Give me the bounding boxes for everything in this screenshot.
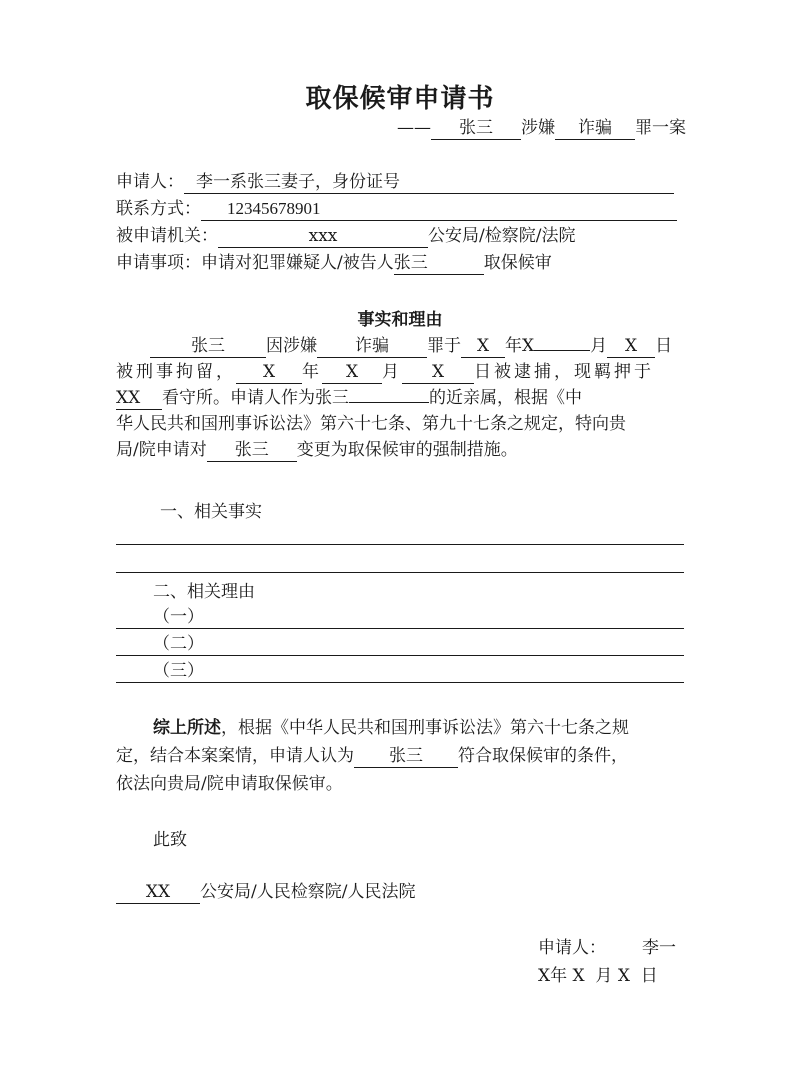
para1-text: 变更为取保候审的强制措施。: [296, 440, 518, 460]
salutation: 此致: [153, 830, 187, 850]
signature-row: [538, 936, 676, 960]
respondent-suffix: 公安局/检察院/法院: [428, 226, 576, 246]
para1-name: 张三: [150, 335, 266, 358]
conclusion-name: 张三: [354, 745, 458, 768]
para1-day: X: [607, 335, 655, 358]
para1-text: 局/院申请对: [116, 440, 207, 460]
para1-text: 被刑事拘留，: [116, 362, 236, 382]
facts-heading: 事实和理由: [357, 310, 443, 330]
contact-label: 联系方式：: [116, 199, 201, 219]
matter-row: [116, 251, 552, 275]
addressee-name: XX: [116, 881, 200, 904]
applicant-label: 申请人：: [116, 172, 184, 192]
section1-heading: 一、相关事实: [160, 502, 262, 522]
para1-text: 年: [302, 362, 322, 382]
conclusion-line2: [116, 744, 628, 768]
applicant-row: [116, 170, 674, 194]
para1-year2: X: [236, 361, 302, 384]
para1-text: 月: [590, 336, 608, 356]
contact-value: 12345678901: [201, 198, 677, 221]
reason-line: [116, 682, 684, 683]
signature-label: 申请人：: [538, 938, 606, 958]
para1-line5: [116, 438, 518, 462]
para1-text: 日: [655, 336, 673, 356]
reason-item: （二）: [153, 634, 204, 654]
para1-year: X: [461, 335, 505, 358]
para1-text: 月: [382, 362, 402, 382]
reason-item: （三）: [153, 661, 204, 681]
para1-text: 因涉嫌: [266, 336, 317, 356]
para1-line2: [116, 360, 654, 384]
conclusion-line3: 依法向贵局/院申请取保候审。: [116, 774, 343, 794]
section2-heading: 二、相关理由: [153, 582, 255, 602]
conclusion-text: ，根据《中华人民共和国刑事诉讼法》第六十七条之规: [221, 718, 629, 738]
reason-item: （一）: [153, 607, 204, 627]
para1-text: 罪于: [427, 336, 461, 356]
matter-prefix: 申请对犯罪嫌疑人/被告人: [201, 253, 394, 273]
subtitle-dash: ——: [397, 118, 431, 138]
para1-text: 年X: [505, 336, 535, 356]
conclusion-line1: [153, 716, 629, 740]
facts-line: [116, 572, 684, 573]
respondent-label: 被申请机关：: [116, 226, 218, 246]
para1-crime: 诈骗: [317, 335, 427, 358]
addressee-row: [116, 880, 415, 904]
para1-line4: 华人民共和国刑事诉讼法》第六十七条、第九十七条之规定，特向贵: [116, 414, 626, 434]
para1-text: 的近亲属，根据《中: [429, 388, 582, 408]
applicant-value: 李一系张三妻子，身份证号: [184, 171, 674, 194]
para1-line1: [150, 334, 672, 358]
para1-day2: X: [402, 361, 474, 384]
para1-facility: XX: [116, 387, 162, 410]
reason-line: [116, 655, 684, 656]
conclusion-text: 定，结合本案案情，申请人认为: [116, 746, 354, 766]
respondent-value: xxx: [218, 225, 428, 248]
subtitle-case-suffix: 罪一案: [635, 118, 686, 138]
date-row: X年 X 月 X 日: [538, 966, 658, 986]
reason-line: [116, 628, 684, 629]
document-title: 取保候审申请书: [305, 84, 495, 114]
subtitle-crime: 诈骗: [555, 117, 635, 140]
matter-suffix: 取保候审: [483, 253, 552, 273]
subtitle-suspect: 张三: [431, 117, 521, 140]
contact-row: [116, 197, 677, 221]
para1-text: 看守所。申请人作为张三: [162, 388, 349, 408]
para1-text: 日被逮捕，现羁押于: [474, 362, 654, 382]
document-subtitle: [397, 116, 686, 140]
signature-name: 李一: [642, 938, 676, 958]
para1-line3: [116, 386, 582, 410]
para1-month2: X: [322, 361, 382, 384]
matter-name: 张三: [394, 252, 484, 275]
matter-label: 申请事项：: [116, 253, 201, 273]
facts-line: [116, 544, 684, 545]
para1-name2: 张三: [207, 439, 297, 462]
para1-month: [534, 350, 590, 351]
para1-relation-blank: [349, 402, 429, 403]
conclusion-text: 符合取保候审的条件，: [458, 746, 628, 766]
addressee-suffix: 公安局/人民检察院/人民法院: [200, 882, 416, 902]
conclusion-bold: 综上所述: [153, 718, 221, 738]
respondent-row: [116, 224, 575, 248]
subtitle-suspected-of: 涉嫌: [521, 118, 555, 138]
